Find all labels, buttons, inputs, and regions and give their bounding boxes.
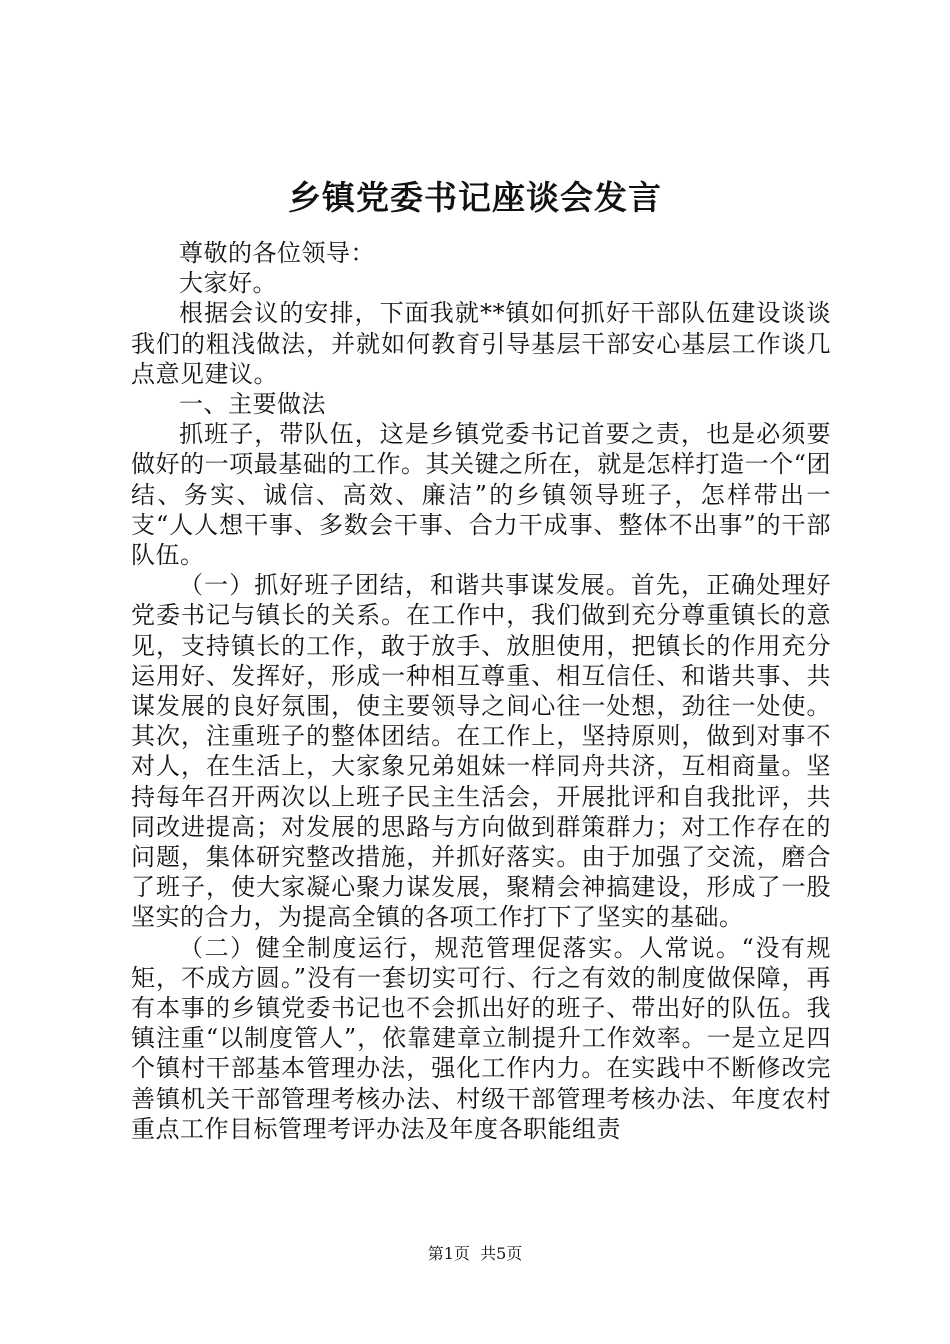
document-title: 乡镇党委书记座谈会发言 <box>288 178 662 217</box>
intro-paragraph: 根据会议的安排，下面我就**镇如何抓好干部队伍建设谈谈我们的粗浅做法，并就如何教育引导基层干部安心基层工作谈几点意见建议。 <box>131 299 831 388</box>
document-body <box>131 238 831 1144</box>
section-heading-main-practices: 一、主要做法 <box>179 390 326 419</box>
salutation: 尊敬的各位领导： <box>179 239 375 267</box>
paragraph-team-unity: （一）抓好班子团结，和谐共事谋发展。首先，正确处理好党委书记与镇长的关系。在工作中，我们做到充分尊重镇长的意见，支持镇长的工作，敢于放手、放胆使用，把镇长的作用充分运用好、发挥好，形成一种相互尊重、相互信任、和谐共事、共谋发展的良好氛围，使主要领导之间心往一处想，劲往一处使。其次，注重班子的整体团结。在工作上，坚持原则，做到对事不对人，在生活上，大家象兄弟姐妹一样同舟共济，互相商量。坚持每年召开两次以上班子民主生活会，开展批评和自我批评，共同改进提高；对发展的思路与方向做到群策群力；对工作存在的问题，集体研究整改措施，并抓好落实。由于加强了交流，磨合了班子，使大家凝心聚力谋发展，聚精会神搞建设，形成了一股坚实的合力，为提高全镇的各项工作打下了坚实的基础。 <box>131 571 831 932</box>
paragraph-leadership: 抓班子，带队伍，这是乡镇党委书记首要之责，也是必须要做好的一项最基础的工作。其关键之所在，就是怎样打造一个“团结、务实、诚信、高效、廉洁”的乡镇领导班子，怎样带出一支“人人想干事、多数会干事、合力干成事、整体不出事”的干部队伍。 <box>131 420 831 570</box>
page-total: 共5页 <box>480 1244 523 1263</box>
greeting: 大家好。 <box>179 269 277 298</box>
page-number: 第1页 <box>427 1244 470 1263</box>
footer-spacer <box>470 1244 480 1263</box>
paragraph-rules-system: （二）健全制度运行，规范管理促落实。人常说。“没有规矩，不成方圆。”没有一套切实可行、行之有效的制度做保障，再有本事的乡镇党委书记也不会抓出好的班子、带出好的队伍。我镇注重“以制度管人”，依靠建章立制提升工作效率。一是立足四个镇村干部基本管理办法，强化工作内力。在实践中不断修改完善镇机关干部管理考核办法、村级干部管理考核办法、年度农村重点工作目标管理考评办法及年度各职能组责 <box>131 933 831 1143</box>
page-footer <box>0 1244 950 1264</box>
